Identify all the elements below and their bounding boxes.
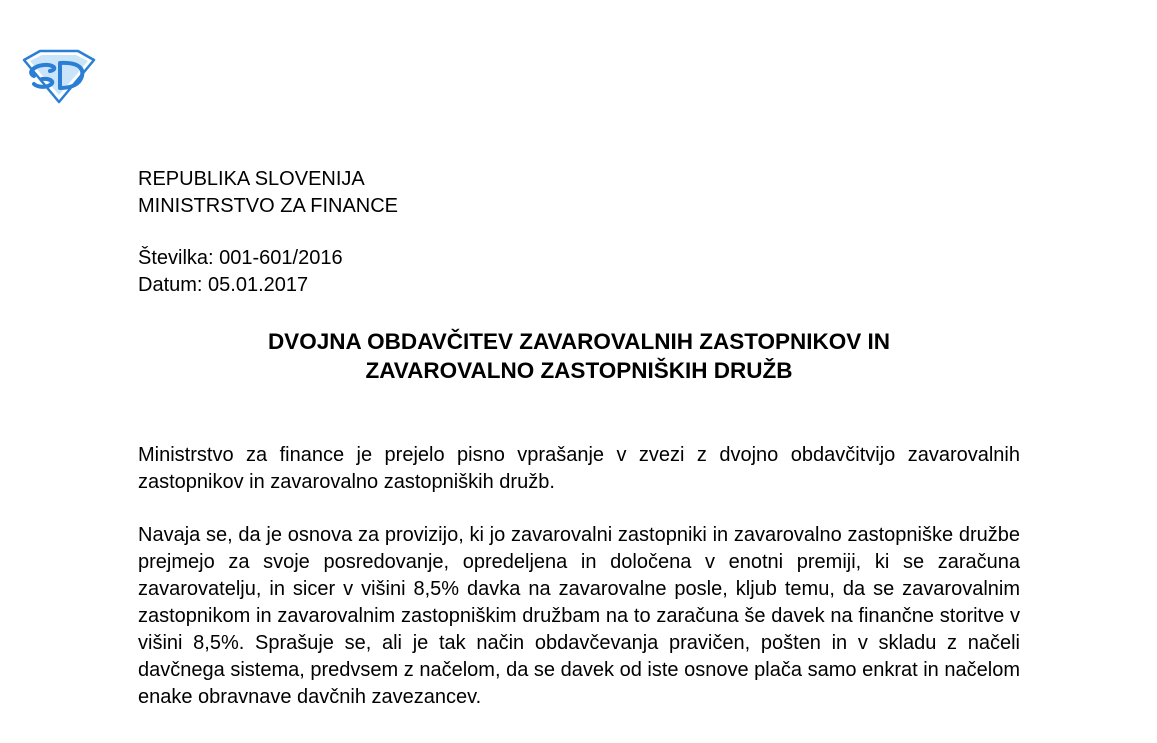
title-line-2: ZAVAROVALNO ZASTOPNIŠKIH DRUŽB [365, 358, 793, 383]
body-paragraph-1: Ministrstvo za finance je prejelo pisno vprašanje v zvezi z dvojno obdavčitvijo zavarovalnih zastopnikov in zavarovalno zastopniških družb. [138, 444, 1020, 493]
shield-logo-icon [22, 48, 96, 104]
ministry-logo [22, 48, 96, 104]
republic-name: REPUBLIKA SLOVENIJA [138, 168, 365, 190]
ministry-name: MINISTRSTVO ZA FINANCE [138, 195, 399, 217]
document-number: Številka: 001-601/2016 [138, 247, 343, 269]
title-line-1: DVOJNA OBDAVČITEV ZAVAROVALNIH ZASTOPNIKOV IN [267, 329, 891, 354]
body-paragraph-2: Navaja se, da je osnova za provizijo, ki jo zavarovalni zastopniki in zavarovalno zastopniške družbe prejmejo za svoje posredovanje, opredeljena in določena v enotni premiji, ki se zaračuna zavarovatelju, in sicer v višini 8,5% davka na zavarovalne posle, kljub temu, da se zavarovalnim zastopnikom in zavarovalnim zastopniškim družbam na to zaračuna še davek na finančne storitve v višini 8,5%. Sprašuje se, ali je tak način obdavčevanja pravičen, pošten in v skladu z načeli davčnega sistema, predvsem z načelom, da se davek od iste osnove plača samo enkrat in načelom enake obravnave davčnih zavezancev. [138, 524, 1020, 708]
document-title [138, 327, 1020, 385]
document-meta [138, 245, 343, 299]
document-date: Datum: 05.01.2017 [138, 274, 309, 296]
document-header [138, 166, 398, 220]
